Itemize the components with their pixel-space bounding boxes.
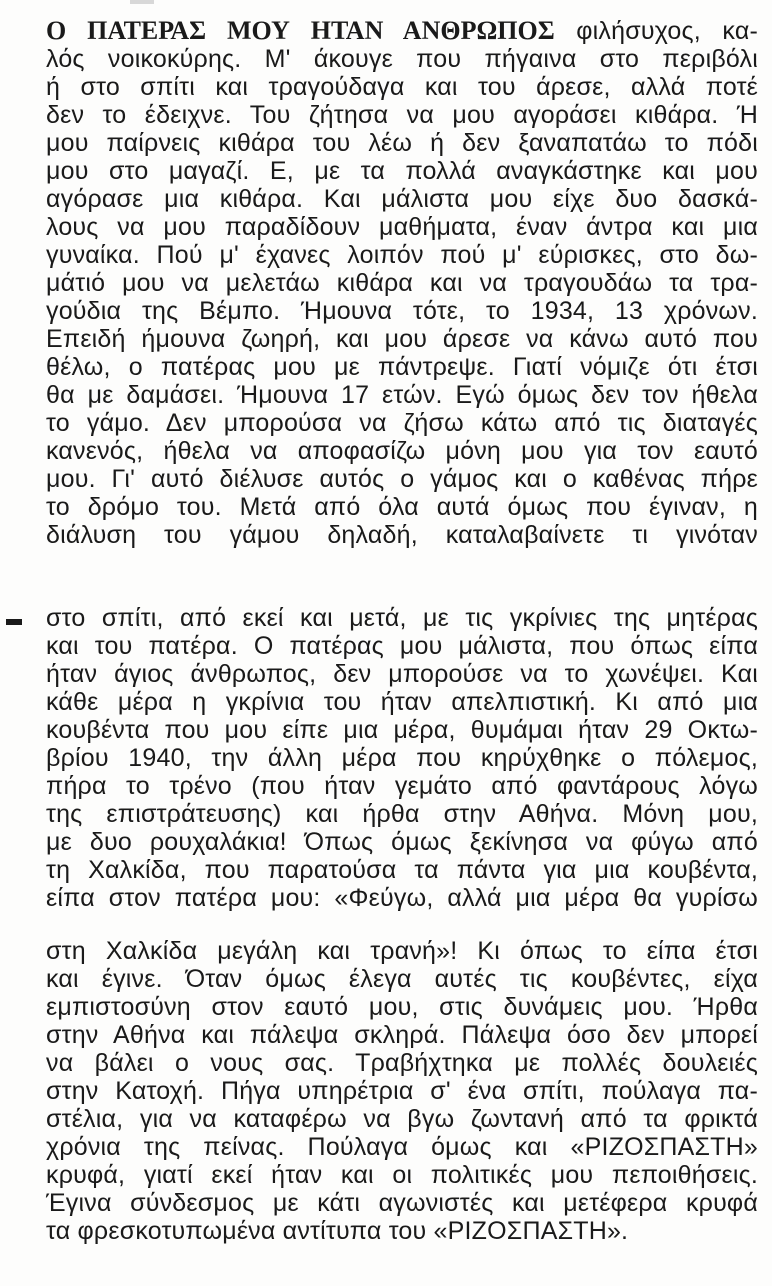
first-line-text: φιλήσυχος, κα-: [576, 17, 758, 45]
text-line-10: μάτιό μου να μελετάω κιθάρα και να τραγουδάω τα τρα-: [46, 269, 758, 297]
text-line-29: τη Χαλκίδα, που παρατούσα τα πάντα για μια κουβέντα,: [46, 856, 758, 884]
text-line-8: λους να μου παραδίδουν μαθήματα, έναν άντρα και μια: [46, 213, 758, 241]
text-line-35: να βάλει ο νους σας. Τραβήχτηκα με πολλές δουλειές: [46, 1049, 758, 1077]
text-line-26: πήρα το τρένο (που ήταν γεμάτο από φαντάρους λόγω: [46, 772, 758, 800]
text-line-9: γυναίκα. Πού μ' έχανες λοιπόν πού μ' εύρισκες, στο δω-: [46, 241, 758, 269]
text-line-17: μου. Γι' αυτό διέλυσε αυτός ο γάμος και ο καθένας πήρε: [46, 465, 758, 493]
text-line-18: το δρόμο του. Μετά από όλα αυτά όμως που έγιναν, η: [46, 493, 758, 521]
print-smudge: [130, 0, 154, 4]
text-line-12: Επειδή ήμουνα ζωηρή, και μου άρεσε να κάνω αυτό που: [46, 325, 758, 353]
text-line-23: κάθε μέρα η γκρίνια του ήταν απελπιστική. Κι από μια: [46, 688, 758, 716]
text-line-37: στέλια, για να καταφέρω να βγω ζωντανή από τα φρικτά: [46, 1105, 758, 1133]
text-line-7: αγόρασε μια κιθάρα. Και μάλιστα μου είχε δυο δασκά-: [46, 185, 758, 213]
text-line-19: διάλυση του γάμου δηλαδή, καταλαβαίνετε τι γινόταν: [46, 521, 758, 549]
text-line-20: στο σπίτι, από εκεί και μετά, με τις γκρίνιες της μητέρας: [46, 604, 758, 632]
text-line-25: βρίου 1940, την άλλη μέρα που κηρύχθηκε ο πόλεμος,: [46, 744, 758, 772]
text-line-15: το γάμο. Δεν μπορούσα να ζήσω κάτω από τις διαταγές: [46, 409, 758, 437]
text-line-27: της επιστράτευσης) και ήρθα στην Αθήνα. Μόνη μου,: [46, 800, 758, 828]
text-line-6: μου στο μαγαζί. Ε, με τα πολλά αναγκάστηκε και μου: [46, 157, 758, 185]
text-line-4: δεν το έδειχνε. Του ζήτησα να μου αγοράσει κιθάρα. Ή: [46, 101, 758, 129]
text-line-5: μου παίρνεις κιθάρα του λέω ή δεν ξαναπατάω το πόδι: [46, 129, 758, 157]
text-line-33: εμπιστοσύνη στον εαυτό μου, στις δυνάμεις μου. Ήρθα: [46, 993, 758, 1021]
text-line-3: ή στο σπίτι και τραγούδαγα και του άρεσε, αλλά ποτέ: [46, 73, 758, 101]
margin-dash-mark: [6, 619, 22, 625]
text-line-21: και του πατέρα. Ο πατέρας μου μάλιστα, που όπως είπα: [46, 632, 758, 660]
text-line-2: λός νοικοκύρης. Μ' άκουγε που πήγαινα στο περιβόλι: [46, 45, 758, 73]
text-line-24: κουβέντα που μου είπε μια μέρα, θυμάμαι ήταν 29 Οκτω-: [46, 716, 758, 744]
text-line-38: χρόνια της πείνας. Πούλαγα όμως και «ΡΙΖΟΣΠΑΣΤΗ»: [46, 1133, 758, 1161]
text-line-36: στην Κατοχή. Πήγα υπηρέτρια σ' ένα σπίτι, πούλαγα πα-: [46, 1077, 758, 1105]
text-line-16: κανενός, ήθελα να αποφασίζω μόνη μου για τον εαυτό: [46, 437, 758, 465]
text-line-1: [46, 16, 758, 46]
text-line-13: θέλω, ο πατέρας μου με πάντρεψε. Γιατί νόμιζε ότι έτσι: [46, 353, 758, 381]
text-line-30: είπα στον πατέρα μου: «Φεύγω, αλλά μια μέρα θα γυρίσω: [46, 884, 758, 912]
text-line-41: τα φρεσκοτυπωμένα αντίτυπα του «ΡΙΖΟΣΠΑΣΤΗ».: [46, 1217, 629, 1245]
text-line-22: ήταν άγιος άνθρωπος, δεν μπορούσε να το χωνέψει. Και: [46, 660, 758, 688]
text-line-32: και έγινε. Όταν όμως έλεγα αυτές τις κουβέντες, είχα: [46, 965, 758, 993]
text-line-31: στη Χαλκίδα μεγάλη και τρανή»! Κι όπως το είπα έτσι: [46, 937, 758, 965]
article-headline: Ο ΠΑΤΕΡΑΣ ΜΟΥ ΗΤΑΝ ΑΝΘΡΩΠΟΣ: [46, 16, 555, 45]
text-line-39: κρυφά, γιατί εκεί ήταν και οι πολιτικές μου πεποιθήσεις.: [46, 1161, 758, 1189]
text-line-14: θα με δαμάσει. Ήμουνα 17 ετών. Εγώ όμως δεν τον ήθελα: [46, 381, 758, 409]
text-line-34: στην Αθήνα και πάλεψα σκληρά. Πάλεψα όσο δεν μπορεί: [46, 1021, 758, 1049]
text-line-11: γούδια της Βέμπο. Ήμουνα τότε, το 1934, 13 χρόνων.: [46, 297, 758, 325]
text-line-40: Έγινα σύνδεσμος με κάτι αγωνιστές και μετέφερα κρυφά: [46, 1189, 758, 1217]
text-line-28: με δυο ρουχαλάκια! Όπως όμως ξεκίνησα να φύγω από: [46, 828, 758, 856]
